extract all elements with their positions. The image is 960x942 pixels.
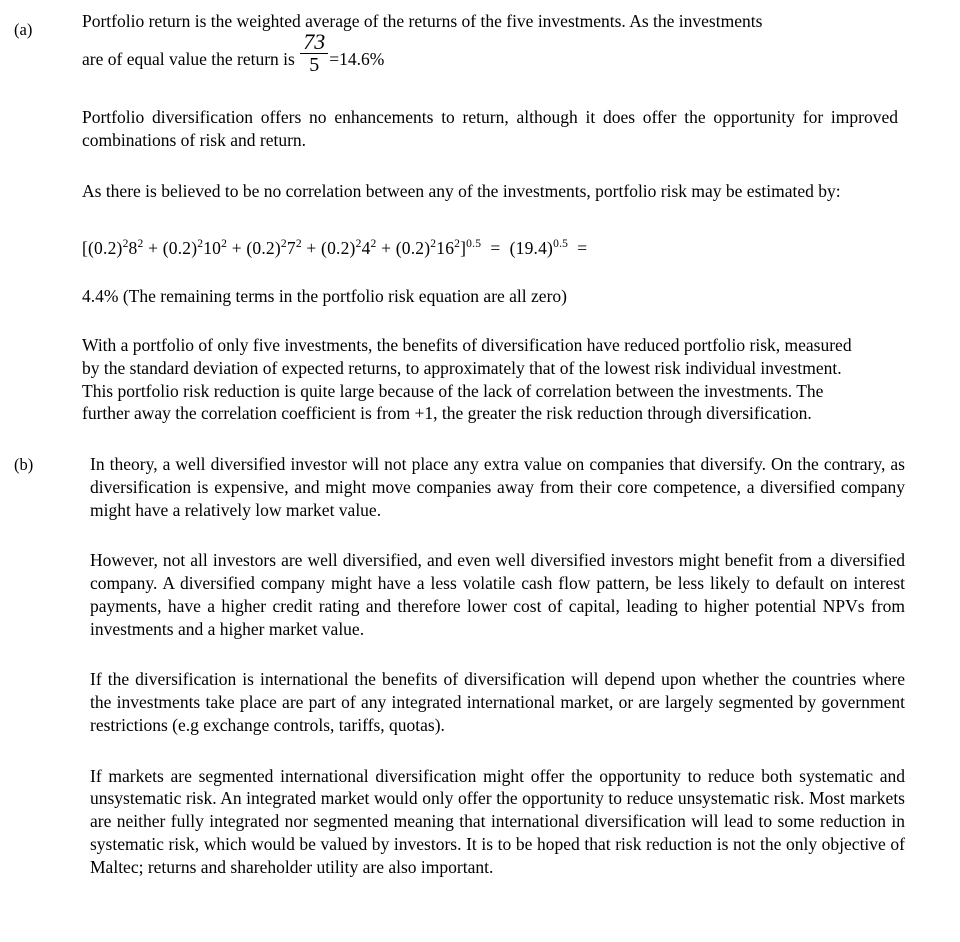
formula-term-5-base: 16 [436, 237, 455, 258]
formula-term-1-base: 8 [128, 237, 138, 258]
formula-term-5 [396, 238, 481, 258]
spacer [0, 737, 960, 765]
paragraph-b1: In theory, a well diversified investor will not place any extra value on companies that diversify. On the contrary, as diversification is expensive, and might move companies away from their core competence, a diversified company might have a relatively low market value. [90, 454, 905, 520]
fraction-73-over-5 [300, 28, 328, 76]
formula-term-3-coef-exp: 2 [280, 237, 287, 250]
formula-op-1: + [148, 237, 159, 258]
paragraph-a5: 4.4% (The remaining terms in the portfolio risk equation are all zero) [82, 286, 567, 307]
paragraph-b4-wrap [90, 765, 905, 879]
paragraph-b2-wrap [90, 549, 905, 640]
formula-term-3 [246, 238, 301, 258]
paragraph-b1-wrap [90, 453, 905, 521]
paragraph-a6: With a portfolio of only five investments, the benefits of diversification have reduced portfolio risk, measured by the standard deviation of expected returns, to approximately that of the lowest risk individual investment. This portfolio risk reduction is quite large because of the lack of correlation between the investments. The further away the correlation coefficient is from +1, the greater the risk reduction through diversification. [82, 335, 852, 424]
spacer [0, 78, 960, 106]
formula-result-1 [510, 238, 569, 258]
portfolio-risk-formula [82, 237, 898, 260]
section-b-marker: (b) [14, 455, 34, 475]
spacer [0, 640, 960, 668]
formula-term-3-base-exp: 2 [295, 237, 302, 250]
paragraph-a1-line2-prefix: are of equal value the return is [82, 48, 295, 69]
paragraph-a6-wrap [82, 334, 870, 425]
formula-op-2: + [231, 237, 242, 258]
spacer [0, 521, 960, 549]
formula-term-2-coef: (0.2) [162, 237, 198, 258]
formula-term-2 [163, 238, 227, 258]
paragraph-a2-wrap [82, 106, 898, 152]
paragraph-a3-wrap [82, 180, 898, 203]
fraction-numerator: 73 [303, 28, 326, 54]
paragraph-a3: As there is believed to be no correlation between any of the investments, portfolio risk may be estimated by: [82, 180, 841, 201]
paragraph-b3: If the diversification is international the benefits of diversification will depend upon whether the countries where the investments take place are part of any integrated international market, or are largely segmented by government restrictions (e.g exchange controls, tariffs, quotas). [90, 669, 905, 735]
paragraph-b4: If markets are segmented international diversification might offer the opportunity to reduce both systematic and unsystematic risk. An integrated market would only offer the opportunity to reduce unsystematic risk. Most markets are neither fully integrated nor segmented meaning that international diversification will lead to some reduction in systematic risk, which would be valued by investors. It is to be hoped that risk reduction is not the only objective of Maltec; returns and shareholder utility are also important. [90, 765, 905, 877]
formula-term-4 [321, 238, 376, 258]
formula-closing-exp: 0.5 [466, 237, 482, 250]
formula-result-1-exp: 0.5 [553, 237, 569, 250]
formula-term-1-base-exp: 2 [137, 237, 144, 250]
paragraph-b2: However, not all investors are well diversified, and even well diversified investors might benefit from a diversified company. A diversified company might have a less volatile cash flow pattern, be less likely to default on interest payments, have a higher credit rating and therefore lower cost of capital, leading to higher potential NPVs from investments and a higher market value. [90, 550, 905, 639]
section-b [0, 453, 960, 878]
fraction-denominator: 5 [309, 53, 320, 76]
formula-term-5-coef-exp: 2 [430, 237, 437, 250]
spacer [0, 308, 960, 334]
paragraph-a1-line2 [82, 28, 898, 79]
formula-term-2-base: 10 [203, 237, 222, 258]
formula-term-3-coef: (0.2) [246, 237, 281, 258]
paragraph-a2: Portfolio diversification offers no enhancements to return, although it does offer the opportunity for improved combinations of risk and return. [82, 107, 898, 151]
formula-term-5-base-exp: 2 [454, 237, 461, 250]
section-a [0, 10, 960, 425]
paragraph-a1-line1: Portfolio return is the weighted average of the returns of the five investments. As the investments [82, 11, 763, 31]
paragraph-b3-wrap [90, 668, 905, 736]
formula-term-2-coef-exp: 2 [197, 237, 204, 250]
formula-equals-1: = [490, 237, 501, 258]
formula-term-4-coef: (0.2) [321, 237, 356, 258]
formula-term-5-coef: (0.2) [395, 237, 431, 258]
spacer [0, 425, 960, 453]
formula-term-1-coef-exp: 2 [122, 237, 129, 250]
formula-term-1 [82, 238, 143, 258]
formula-result-1-value: (19.4) [509, 237, 554, 258]
section-a-marker: (a) [14, 20, 33, 39]
formula-term-4-base-exp: 2 [370, 237, 377, 250]
spacer [0, 203, 960, 237]
paragraph-a1-line2-suffix: =14.6% [329, 48, 385, 69]
formula-closing-bracket: ] [460, 237, 467, 258]
formula-term-4-base: 4 [361, 237, 371, 258]
section-a-intro [82, 10, 898, 78]
formula-op-4: + [381, 237, 392, 258]
paragraph-a5-wrap [82, 285, 898, 308]
formula-term-2-base-exp: 2 [221, 237, 228, 250]
formula-term-4-coef-exp: 2 [355, 237, 362, 250]
formula-op-3: + [306, 237, 317, 258]
formula-equals-2: = [577, 237, 588, 258]
formula-term-1-coef: [(0.2) [82, 237, 123, 258]
formula-term-3-base: 7 [286, 237, 296, 258]
spacer [0, 259, 960, 285]
spacer [0, 152, 960, 180]
